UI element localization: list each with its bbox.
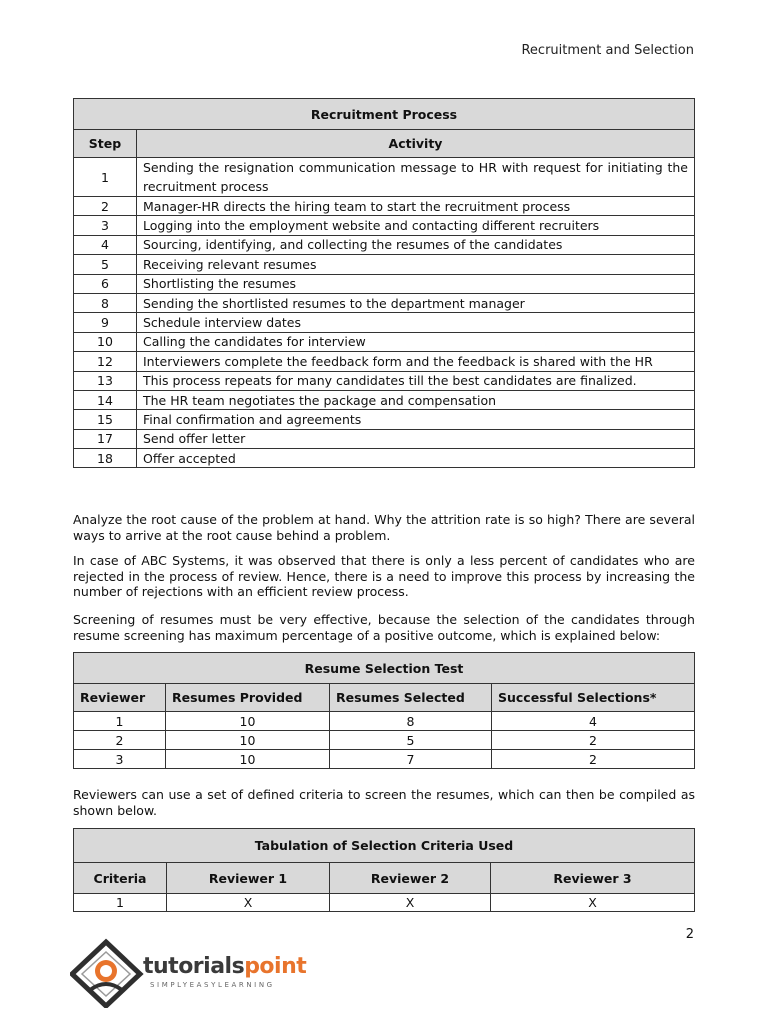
table-header-row [74,863,695,894]
step-cell: 15 [74,410,137,429]
table-row [74,429,695,448]
table-row [74,274,695,293]
table-cell: X [491,894,695,912]
table-row [74,449,695,468]
table-title: Recruitment Process [74,99,695,130]
selection-criteria-table [73,828,695,912]
table-cell: 5 [330,731,492,750]
paragraph-root-cause: Analyze the root cause of the problem at hand. Why the attrition rate is so high? There are several ways to arrive at the root cause behind a problem. [73,512,695,543]
table-row [74,750,695,769]
activity-cell: Calling the candidates for interview [137,332,695,351]
table-row [74,712,695,731]
table-cell: 7 [330,750,492,769]
activity-cell: Schedule interview dates [137,313,695,332]
step-cell: 1 [74,158,137,197]
table-title-row [74,653,695,684]
col-header-reviewer: Reviewer [74,684,166,712]
table-row [74,332,695,351]
step-cell: 14 [74,390,137,409]
activity-cell: This process repeats for many candidates till the best candidates are finalized. [137,371,695,390]
table-header-row [74,130,695,158]
table-row [74,197,695,216]
table-row [74,410,695,429]
logo-emblem-icon [70,938,150,1008]
table-header-row [74,684,695,712]
table-cell: 1 [74,894,167,912]
table-row [74,158,695,197]
col-header-reviewer-1: Reviewer 1 [167,863,330,894]
activity-cell: Sending the resignation communication message to HR with request for initiating the recruitment process [137,158,695,197]
activity-cell: The HR team negotiates the package and compensation [137,390,695,409]
table-title: Tabulation of Selection Criteria Used [74,829,695,863]
table-row [74,255,695,274]
activity-cell: Offer accepted [137,449,695,468]
table-cell: 2 [492,750,695,769]
table-row [74,390,695,409]
table-cell: 10 [166,712,330,731]
table-cell: 8 [330,712,492,731]
col-header-activity: Activity [137,130,695,158]
activity-cell: Interviewers complete the feedback form and the feedback is shared with the HR [137,352,695,371]
table-cell: 3 [74,750,166,769]
paragraph-criteria: Reviewers can use a set of defined criteria to screen the resumes, which can then be compiled as shown below. [73,787,695,818]
col-header-successful-selections: Successful Selections* [492,684,695,712]
table-title-row [74,829,695,863]
activity-cell: Shortlisting the resumes [137,274,695,293]
logo-tagline: SIMPLYEASYLEARNING [150,981,275,989]
step-cell: 5 [74,255,137,274]
activity-cell: Manager-HR directs the hiring team to start the recruitment process [137,197,695,216]
step-cell: 12 [74,352,137,371]
col-header-reviewer-3: Reviewer 3 [491,863,695,894]
table-row [74,216,695,235]
paragraph-screening: Screening of resumes must be very effective, because the selection of the candidates through resume screening has maximum percentage of a positive outcome, which is explained below: [73,612,695,643]
col-header-step: Step [74,130,137,158]
step-cell: 3 [74,216,137,235]
col-header-resumes-provided: Resumes Provided [166,684,330,712]
col-header-reviewer-2: Reviewer 2 [330,863,491,894]
page-number: 2 [685,927,694,942]
activity-cell: Final confirmation and agreements [137,410,695,429]
table-cell: 2 [74,731,166,750]
step-cell: 10 [74,332,137,351]
step-cell: 6 [74,274,137,293]
recruitment-process-table [73,98,695,468]
logo-text-main: tutorials [143,954,245,979]
step-cell: 9 [74,313,137,332]
table-cell: 4 [492,712,695,731]
step-cell: 8 [74,293,137,312]
step-cell: 17 [74,429,137,448]
logo-wordmark [143,954,306,979]
table-row [74,371,695,390]
table-cell: 10 [166,731,330,750]
activity-cell: Sending the shortlisted resumes to the department manager [137,293,695,312]
step-cell: 18 [74,449,137,468]
table-cell: X [167,894,330,912]
table-title-row [74,99,695,130]
logo-text-accent: point [244,954,307,979]
col-header-resumes-selected: Resumes Selected [330,684,492,712]
activity-cell: Sourcing, identifying, and collecting the resumes of the candidates [137,235,695,254]
col-header-criteria: Criteria [74,863,167,894]
activity-cell: Receiving relevant resumes [137,255,695,274]
paragraph-abc-systems: In case of ABC Systems, it was observed that there is only a less percent of candidates who are rejected in the process of review. Hence, there is a need to improve this process by increasing the number of rejections with an efficient review process. [73,553,695,599]
resume-selection-table [73,652,695,769]
table-row [74,731,695,750]
table-row [74,235,695,254]
table-cell: X [330,894,491,912]
step-cell: 4 [74,235,137,254]
step-cell: 13 [74,371,137,390]
running-header: Recruitment and Selection [521,43,694,58]
table-row [74,352,695,371]
tutorialspoint-logo [70,938,320,1008]
activity-cell: Logging into the employment website and contacting different recruiters [137,216,695,235]
table-row [74,313,695,332]
activity-cell: Send offer letter [137,429,695,448]
step-cell: 2 [74,197,137,216]
table-cell: 10 [166,750,330,769]
table-cell: 1 [74,712,166,731]
table-cell: 2 [492,731,695,750]
table-row [74,894,695,912]
table-title: Resume Selection Test [74,653,695,684]
table-row [74,293,695,312]
